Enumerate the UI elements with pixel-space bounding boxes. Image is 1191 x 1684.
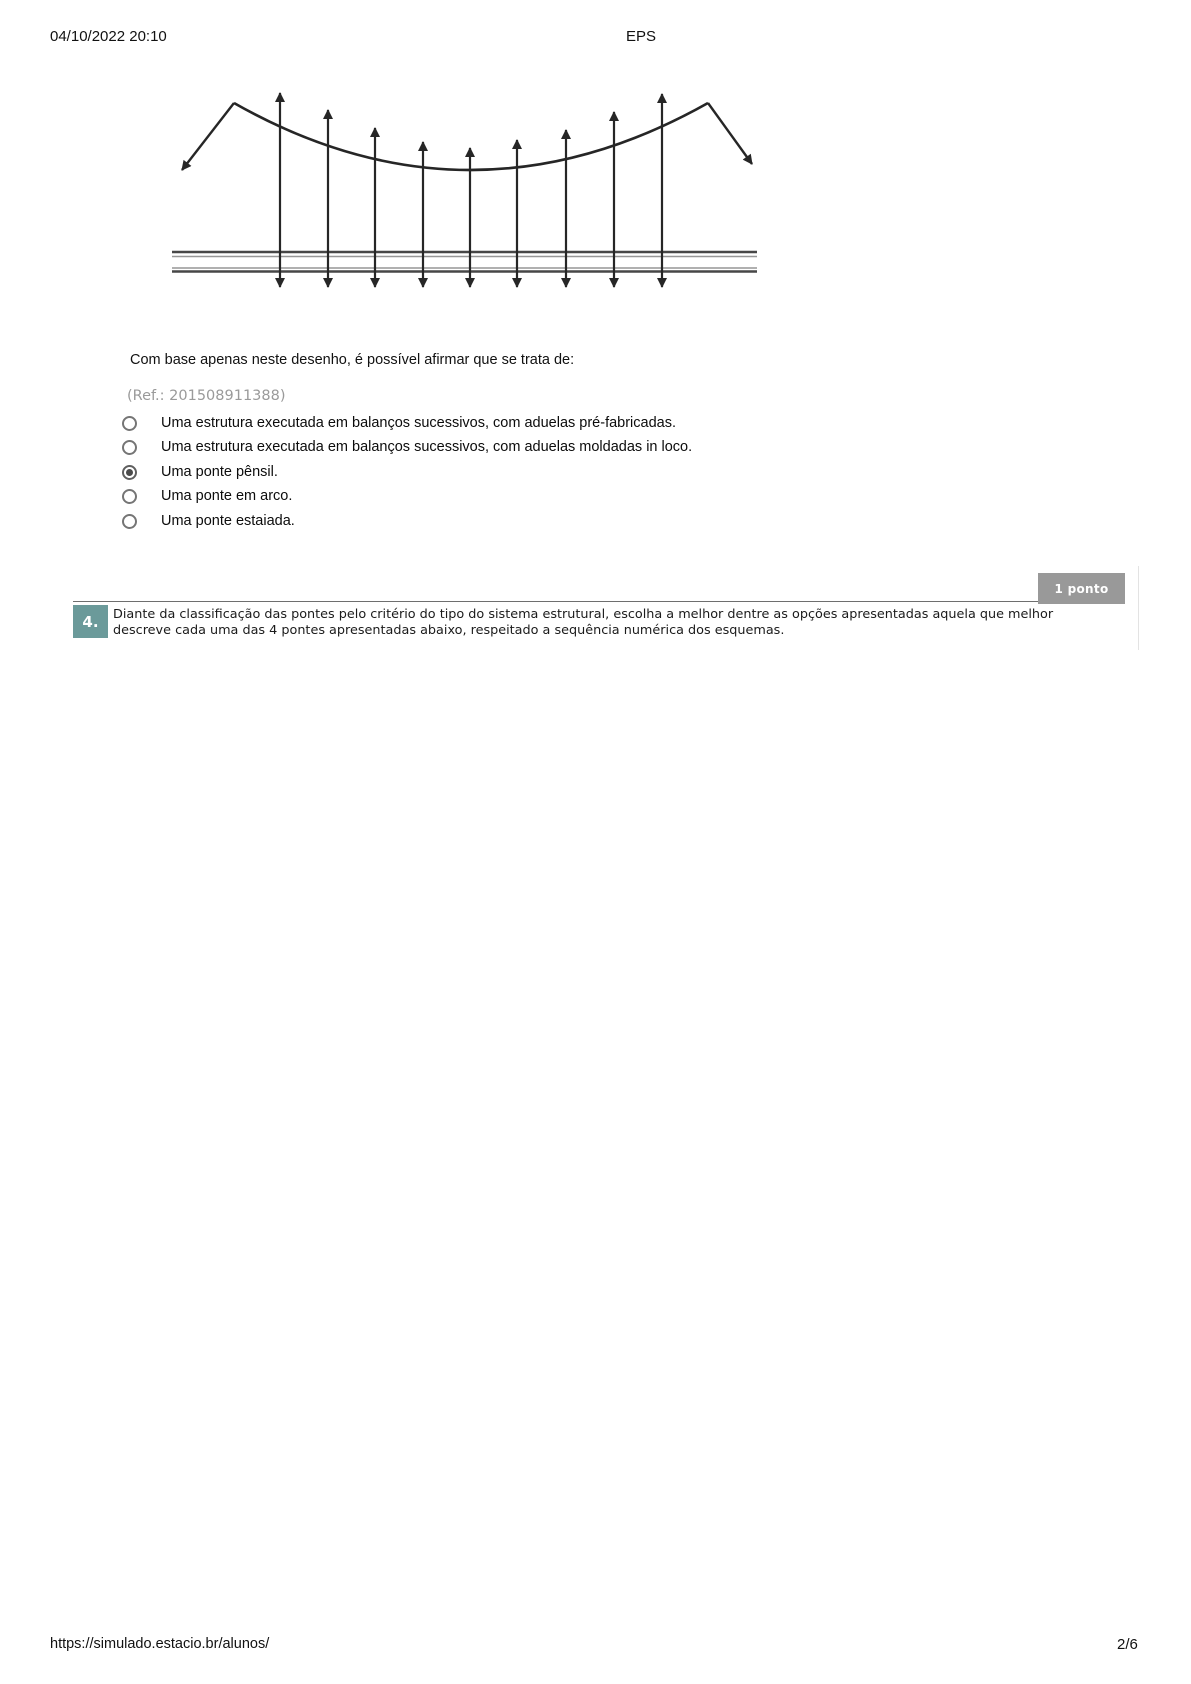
question4-text-line1: Diante da classificação das pontes pelo critério do tipo do sistema estrutural, escolha a melhor dentre as opções apresentadas aquela que melhor	[113, 607, 1054, 622]
option-row-5[interactable]	[122, 509, 295, 533]
question-stem: Com base apenas neste desenho, é possível afirmar que se trata de:	[130, 352, 575, 368]
hanger-arrows	[280, 93, 662, 287]
option-row-3[interactable]	[122, 460, 278, 484]
option-row-4[interactable]	[122, 484, 292, 508]
page-datetime: 04/10/2022 20:10	[50, 28, 167, 45]
option-label: Uma ponte pênsil.	[161, 464, 278, 480]
radio-button[interactable]	[122, 440, 137, 455]
radio-button[interactable]	[122, 514, 137, 529]
bridge-diagram-svg	[155, 65, 775, 310]
footer-url: https://simulado.estacio.br/alunos/	[50, 1636, 270, 1652]
option-label: Uma ponte estaiada.	[161, 513, 295, 529]
option-label: Uma estrutura executada em balanços sucessivos, com aduelas moldadas in loco.	[161, 439, 693, 455]
option-label: Uma estrutura executada em balanços sucessivos, com aduelas pré-fabricadas.	[161, 415, 677, 431]
radio-button-selected[interactable]	[122, 465, 137, 480]
question-number-badge: 4.	[73, 605, 108, 638]
bridge-deck	[172, 252, 757, 272]
anchor-cables	[182, 103, 752, 170]
footer-page-indicator: 2/6	[1117, 1636, 1138, 1653]
question-divider	[73, 601, 1038, 602]
radio-button[interactable]	[122, 489, 137, 504]
points-badge: 1 ponto	[1038, 573, 1125, 604]
radio-button[interactable]	[122, 416, 137, 431]
question4-text-line2: descreve cada uma das 4 pontes apresentadas abaixo, respeitado a sequência numérica dos esquemas.	[113, 622, 785, 638]
page-title: EPS	[626, 28, 657, 45]
bridge-diagram	[155, 65, 775, 310]
question4-text	[113, 607, 1143, 638]
option-label: Uma ponte em arco.	[161, 488, 293, 504]
option-row-1[interactable]	[122, 411, 676, 435]
question-reference: (Ref.: 201508911388)	[127, 388, 286, 404]
option-row-2[interactable]	[122, 435, 692, 459]
